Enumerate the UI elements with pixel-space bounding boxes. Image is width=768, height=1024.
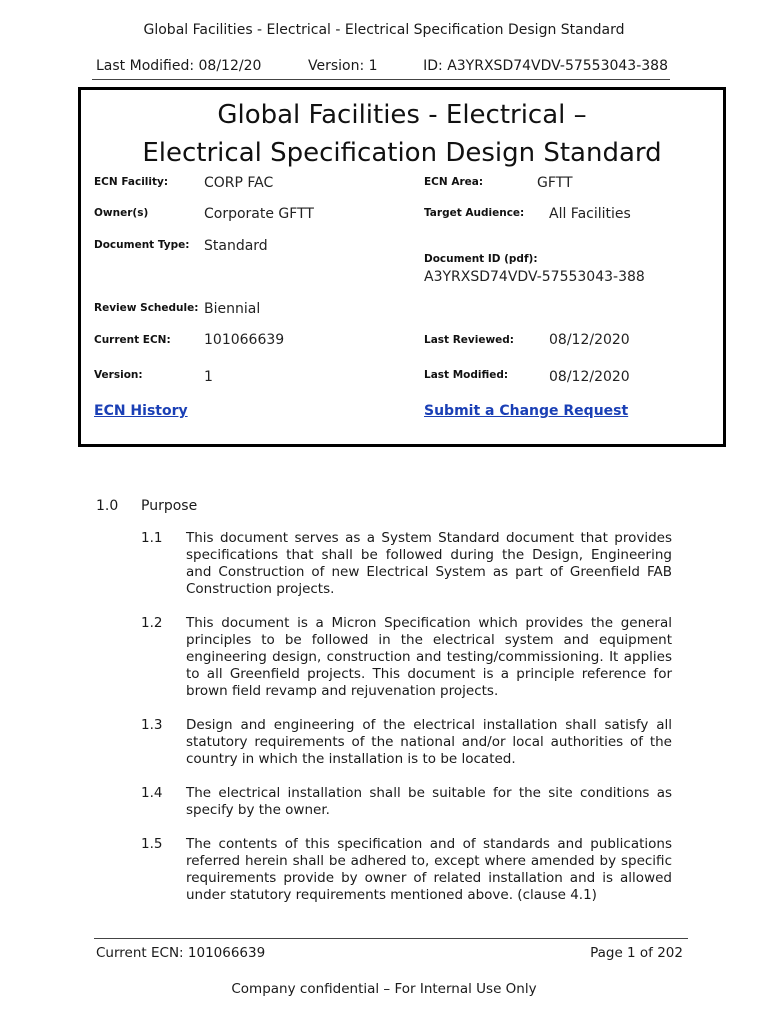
current-ecn-label: Current ECN:: [94, 334, 171, 346]
footer-rule: [94, 938, 688, 939]
target-audience-label: Target Audience:: [424, 207, 525, 219]
header-rule: [92, 79, 670, 80]
review-schedule-label: Review Schedule:: [94, 302, 199, 314]
clause-text: The contents of this specification and of standards and publications referred herein shall be adhered to, except where amended by specific requirements provide by owner of related installation and is allowed under statutory requirements mentioned above. (clause 4.1): [186, 836, 672, 903]
ecn-area-label: ECN Area:: [424, 176, 484, 188]
review-schedule-value: Biennial: [204, 301, 261, 317]
current-ecn-value: 101066639: [204, 332, 285, 348]
document-info-box: [78, 87, 726, 447]
version-value: 1: [204, 369, 213, 385]
ecn-history-link[interactable]: ECN History: [94, 403, 188, 419]
last-reviewed-label: Last Reviewed:: [424, 334, 515, 346]
ecn-facility-value: CORP FAC: [204, 175, 274, 191]
header-document-id: ID: A3YRXSD74VDV-57553043-388: [423, 58, 668, 74]
document-type-value: Standard: [204, 238, 268, 254]
header-meta: [96, 58, 668, 78]
document-type-label: Document Type:: [94, 239, 190, 251]
header-version: Version: 1: [308, 58, 378, 74]
document-title-line-1: Global Facilities - Electrical –: [217, 100, 587, 130]
clause-number: 1.3: [141, 717, 163, 733]
clause-number: 1.1: [141, 530, 163, 546]
document-title-line-2: Electrical Specification Design Standard: [142, 138, 662, 168]
page-header-title: Global Facilities - Electrical - Electrical Specification Design Standard: [143, 22, 625, 38]
last-reviewed-value: 08/12/2020: [549, 332, 630, 348]
last-modified-value: 08/12/2020: [549, 369, 630, 385]
section-number: 1.0: [96, 498, 119, 514]
target-audience-value: All Facilities: [549, 206, 631, 222]
document-id-value: A3YRXSD74VDV-57553043-388: [424, 269, 645, 285]
header-last-modified: Last Modified: 08/12/20: [96, 58, 262, 74]
clause-text: This document is a Micron Specification which provides the general principles to be followed in the electrical system and equipment engineering design, construction and testing/commissioning. It applies to all Greenfield projects. This document is a principle reference for brown field revamp and rejuvenation projects.: [186, 615, 672, 699]
clause-number: 1.4: [141, 785, 163, 801]
clause-text: The electrical installation shall be suitable for the site conditions as specify by the owner.: [186, 785, 672, 818]
document-id-label: Document ID (pdf):: [424, 253, 538, 265]
owners-value: Corporate GFTT: [204, 206, 314, 222]
last-modified-label: Last Modified:: [424, 369, 509, 381]
footer-current-ecn: Current ECN: 101066639: [96, 945, 266, 961]
owners-label: Owner(s): [94, 207, 149, 219]
clause-text: This document serves as a System Standard document that provides specifications that shall be followed during the Design, Engineering and Construction of new Electrical System as part of Greenfield FAB Construction projects.: [186, 530, 672, 597]
version-label: Version:: [94, 369, 143, 381]
clause-number: 1.2: [141, 615, 163, 631]
clause-number: 1.5: [141, 836, 163, 852]
ecn-facility-label: ECN Facility:: [94, 176, 169, 188]
ecn-area-value: GFTT: [537, 175, 573, 191]
section-title: Purpose: [141, 498, 198, 514]
clause-text: Design and engineering of the electrical installation shall satisfy all statutory requirements of the national and/or local authorities of the country in which the installation is to be located.: [186, 717, 672, 767]
footer-confidential-notice: Company confidential – For Internal Use Only: [231, 981, 537, 997]
submit-change-request-link[interactable]: Submit a Change Request: [424, 403, 629, 419]
footer-page-number: Page 1 of 202: [590, 945, 683, 961]
